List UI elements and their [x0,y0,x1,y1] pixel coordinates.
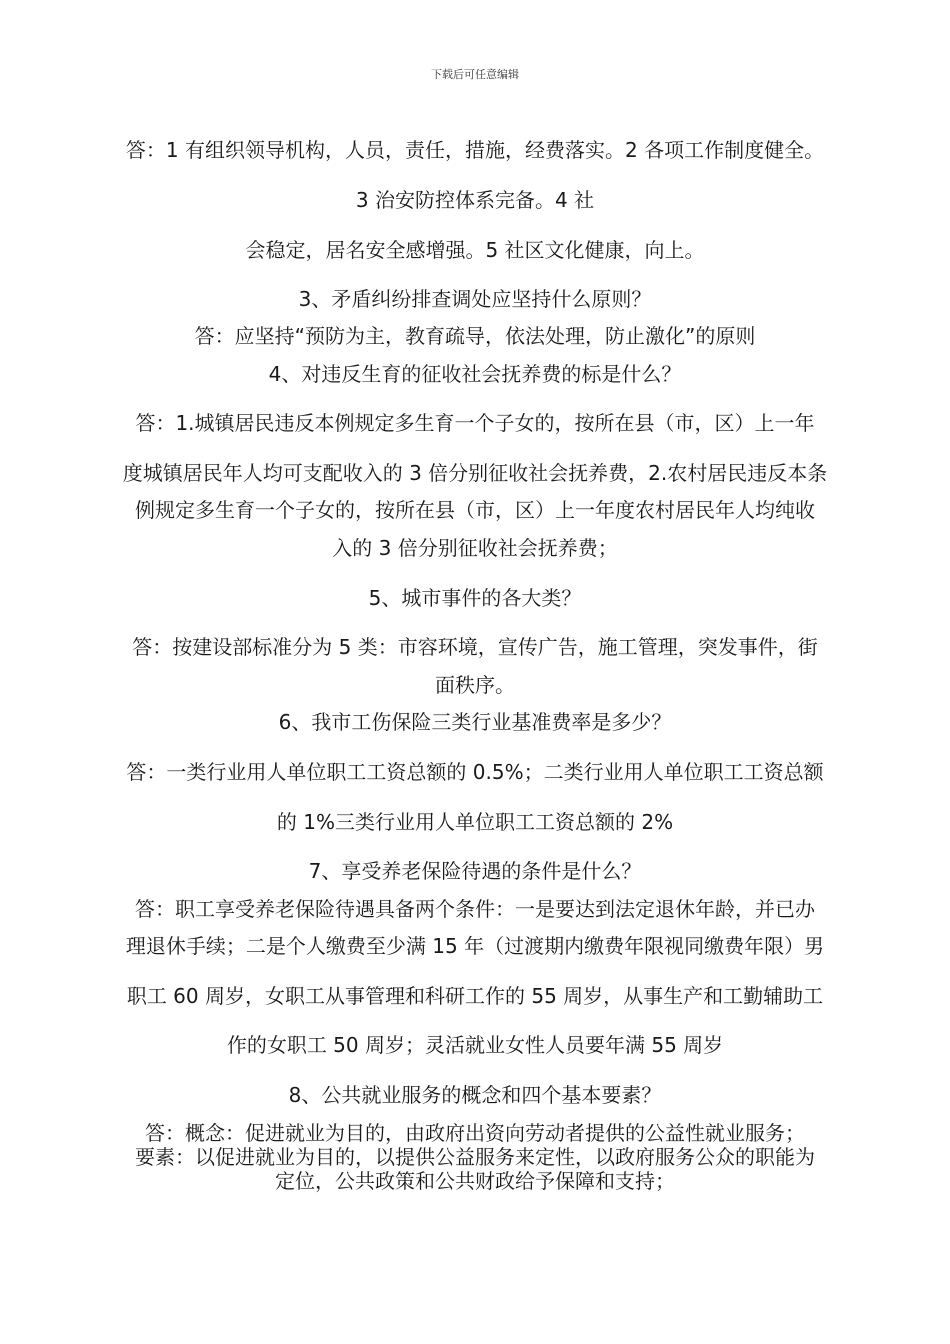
answer-4-line-3: 例规定多生育一个子女的，按所在县（市，区）上一年度农村居民年人均纯收 [135,498,815,522]
answer-4-line-2: 度城镇居民年人均可支配收入的 3 倍分别征收社会抚养费，2.农村居民违反本条 [122,461,828,485]
answer-4-line-1: 答：1.城镇居民违反本例规定多生育一个子女的，按所在县（市，区）上一年 [135,411,815,435]
answer-6-line-2: 的 1%三类行业用人单位职工工资总额的 2% [276,810,674,834]
answer-7-line-2: 理退休手续；二是个人缴费至少满 15 年（过渡期内缴费年限视同缴费年限）男 [125,934,825,958]
answer-8-line-1: 答：概念：促进就业为目的，由政府出资向劳动者提供的公益性就业服务； [145,1121,805,1145]
answer-8-line-2: 要素：以促进就业为目的，以提供公益服务来定性，以政府服务公众的职能为 [135,1145,815,1169]
answer-5-line-2: 面秩序。 [435,673,515,697]
question-5: 5、城市事件的各大类？ [368,586,582,610]
answer-8-line-3: 定位，公共政策和公共财政给予保障和支持； [275,1169,675,1193]
answer-6-line-1: 答：一类行业用人单位职工工资总额的 0.5%；二类行业用人单位职工工资总额 [126,760,824,784]
answer-4-line-4: 入的 3 倍分别征收社会抚养费； [332,536,618,560]
question-4: 4、对违反生育的征收社会抚养费的标是什么？ [268,362,682,386]
answer-5-line-1: 答：按建设部标准分为 5 类：市容环境，宣传广告，施工管理，突发事件，街 [132,635,818,659]
question-3: 3、矛盾纠纷排查调处应坚持什么原则？ [298,287,652,311]
answer-2-line-1: 答：1 有组织领导机构，人员，责任，措施，经费落实。2 各项工作制度健全。 [125,138,825,162]
answer-7-line-1: 答：职工享受养老保险待遇具备两个条件：一是要达到法定退休年龄，并已办 [135,897,815,921]
answer-3: 答：应坚持“预防为主，教育疏导，依法处理，防止激化”的原则 [194,324,756,348]
page-header: 下载后可任意编辑 [431,68,519,81]
answer-2-line-3: 会稳定，居名安全感增强。5 社区文化健康，向上。 [245,238,705,262]
answer-7-line-4: 作的女职工 50 周岁；灵活就业女性人员要年满 55 周岁 [226,1033,724,1057]
answer-7-line-3: 职工 60 周岁，女职工从事管理和科研工作的 55 周岁，从事生产和工勤辅助工 [126,984,824,1008]
answer-2-line-2: 3 治安防控体系完备。4 社 [355,188,595,212]
question-6: 6、我市工伤保险三类行业基准费率是多少？ [278,710,672,734]
question-7: 7、享受养老保险待遇的条件是什么？ [308,859,642,883]
question-8: 8、公共就业服务的概念和四个基本要素？ [288,1083,662,1107]
